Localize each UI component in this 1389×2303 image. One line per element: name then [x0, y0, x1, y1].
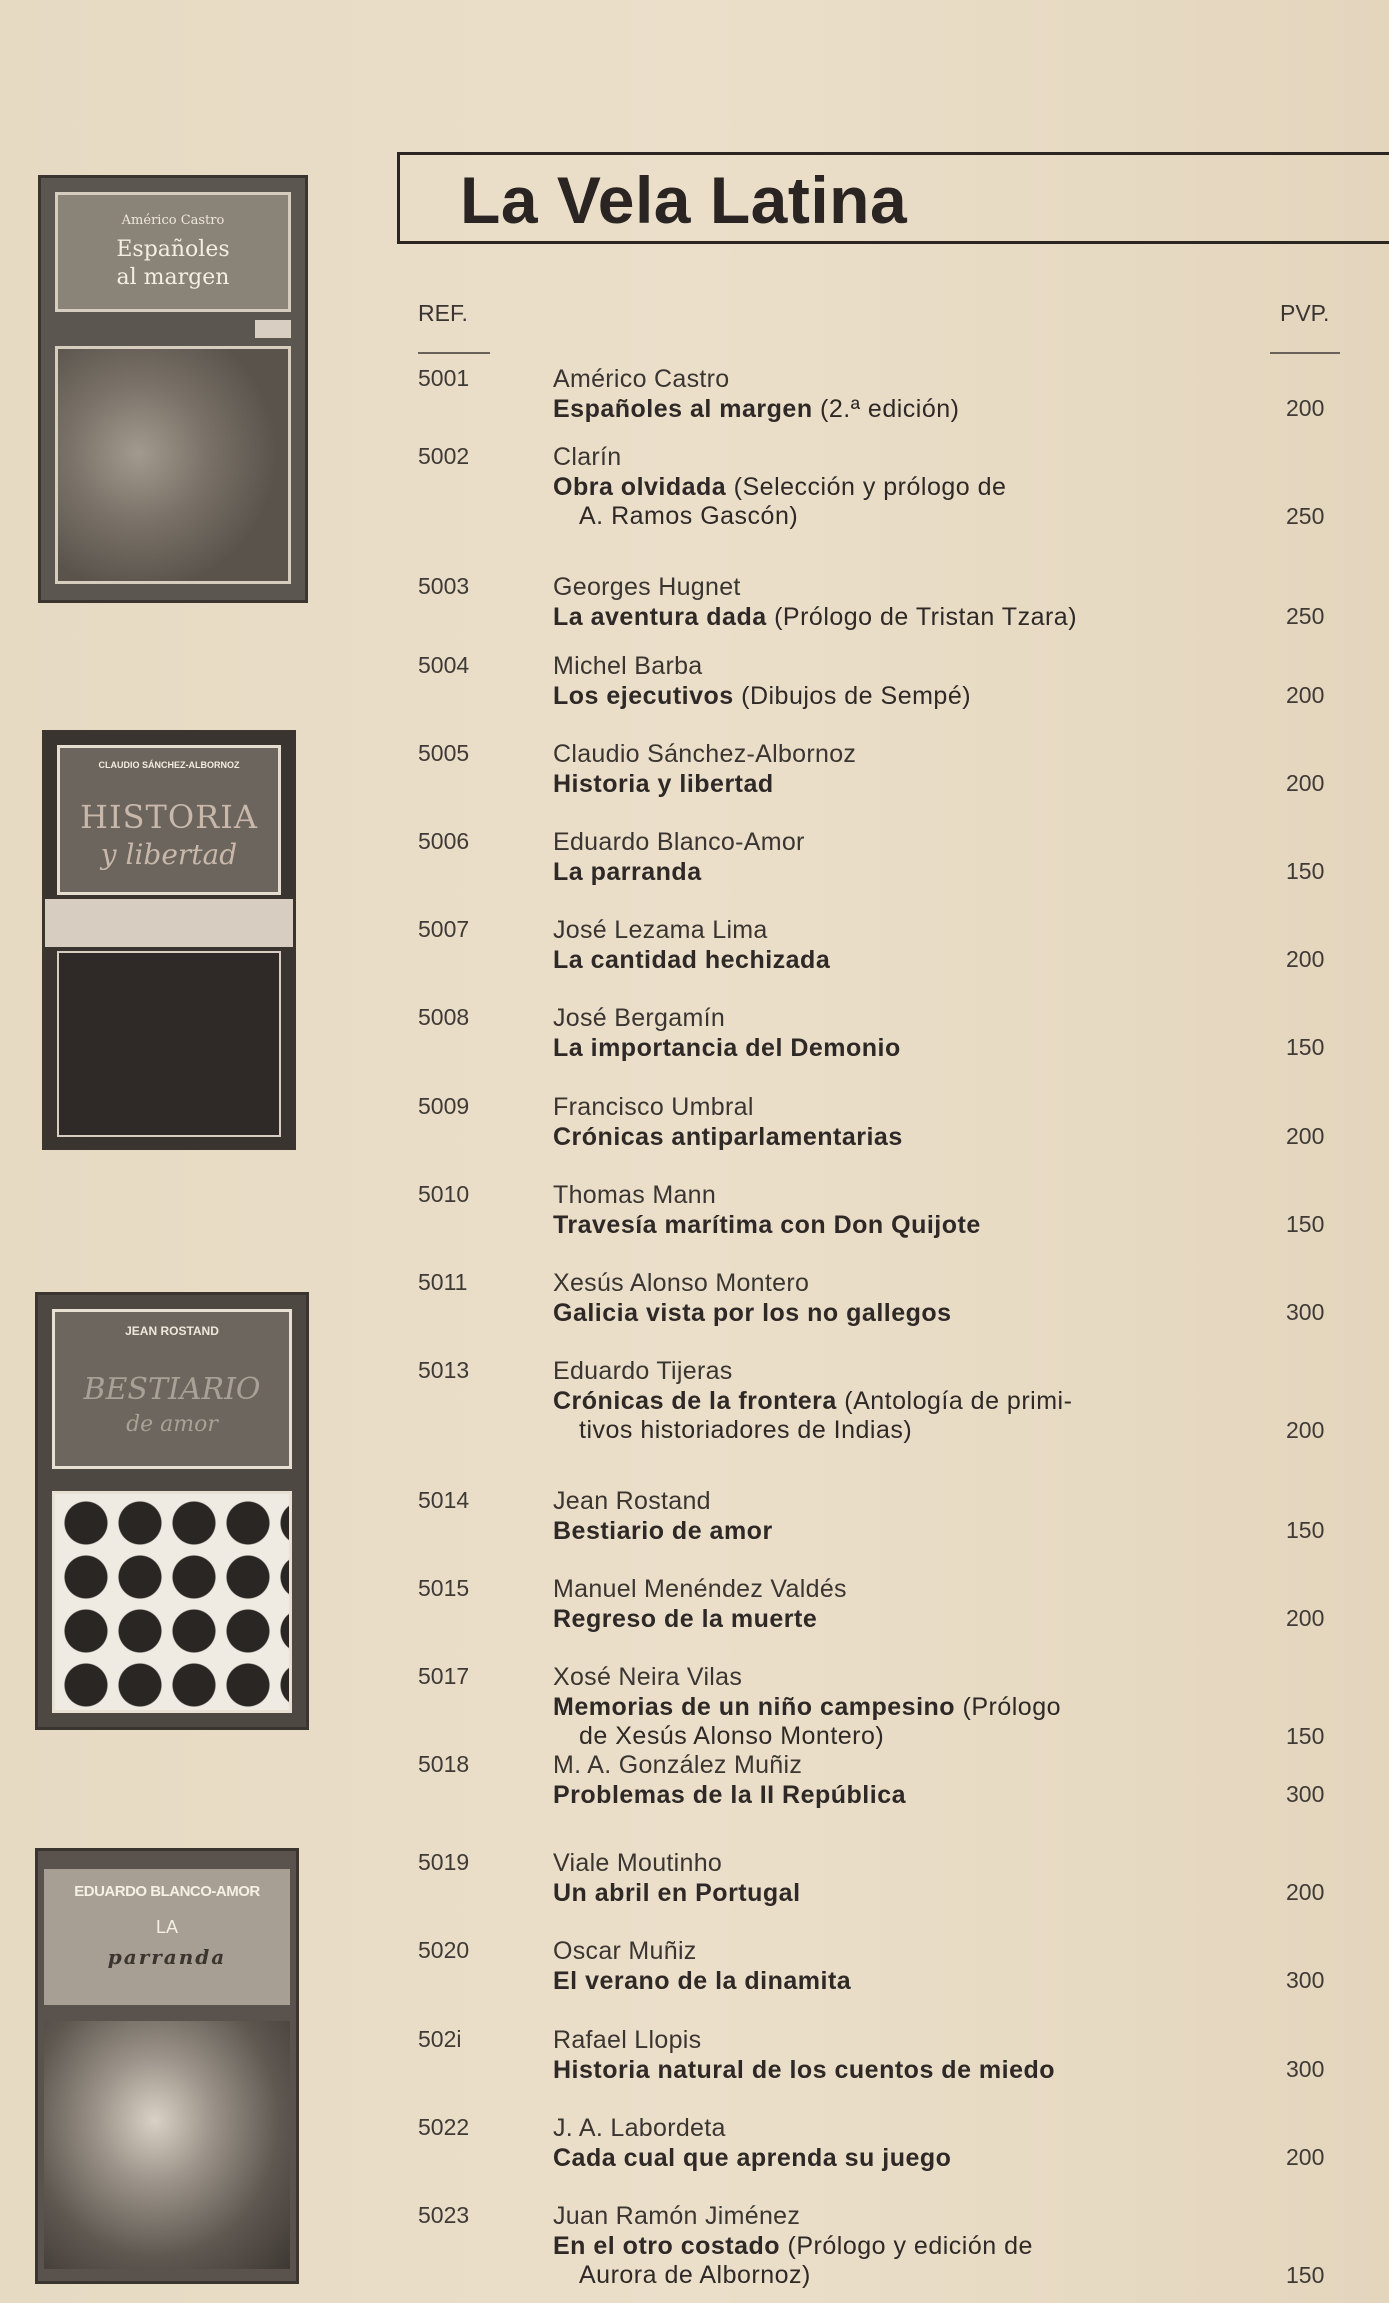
- entry-ref: 5017: [418, 1663, 470, 1689]
- ref-column-header: REF.: [418, 300, 468, 326]
- cover-photo: [55, 346, 291, 584]
- entry-work: [553, 1781, 1233, 1810]
- entry-price: 200: [1286, 395, 1325, 421]
- entry-price: 150: [1286, 858, 1325, 884]
- cover-author: CLAUDIO SÁNCHEZ-ALBORNOZ: [98, 760, 240, 770]
- entry-work: [553, 2144, 1233, 2173]
- entry-ref: 5011: [418, 1269, 468, 1295]
- entry-work: [553, 858, 1233, 887]
- entry-price: 150: [1286, 1211, 1325, 1237]
- entry-note: (Prólogo: [955, 1693, 1062, 1721]
- entry-title: La aventura dada: [553, 603, 767, 631]
- entry-author: José Bergamín: [553, 1004, 726, 1032]
- entry-work: [553, 473, 1233, 531]
- entry-ref: 5001: [418, 365, 470, 391]
- entry-note-continued: tivos historiadores de Indias): [579, 1416, 913, 1444]
- entry-title: Historia natural de los cuentos de miedo: [553, 2056, 1056, 2084]
- entry-price: 150: [1286, 2262, 1325, 2288]
- cover-author: Américo Castro: [121, 213, 225, 228]
- entry-title: Historia y libertad: [553, 770, 774, 798]
- entry-price: 300: [1286, 1967, 1325, 1993]
- entry-author: Clarín: [553, 443, 622, 471]
- entry-price: 200: [1286, 770, 1325, 796]
- cover-author: EDUARDO BLANCO-AMOR: [74, 1883, 260, 1900]
- entry-ref: 502i: [418, 2026, 462, 2052]
- entry-note: (2.ª edición): [812, 395, 960, 423]
- cover-title-line2: parranda: [107, 1945, 227, 1969]
- entry-ref: 5014: [418, 1487, 470, 1513]
- cover-title-panel: [52, 1309, 292, 1469]
- entry-ref: 5008: [418, 1004, 470, 1030]
- entry-ref: 5007: [418, 916, 470, 942]
- cover-title-line2: de amor: [126, 1412, 218, 1437]
- entry-price: 250: [1286, 503, 1325, 529]
- entry-work: [553, 2056, 1233, 2085]
- entry-price: 300: [1286, 1781, 1325, 1807]
- ref-header-rule: [418, 352, 490, 354]
- entry-note: (Dibujos de Sempé): [733, 682, 972, 710]
- entry-price: 300: [1286, 1299, 1325, 1325]
- entry-author: Eduardo Blanco-Amor: [553, 828, 805, 856]
- entry-ref: 5018: [418, 1751, 470, 1777]
- entry-title: Los ejecutivos: [553, 682, 734, 710]
- cover-title-line2: y libertad: [100, 838, 238, 871]
- page-title: La Vela Latina: [460, 163, 908, 237]
- cover-title-line2: al margen: [116, 265, 230, 290]
- entry-title: Crónicas de la frontera: [553, 1387, 837, 1415]
- entry-title: Galicia vista por los no gallegos: [553, 1299, 952, 1327]
- entry-title: Cada cual que aprenda su juego: [553, 2144, 952, 2172]
- entry-author: J. A. Labordeta: [553, 2114, 726, 2142]
- cover-title-panel: [44, 1869, 290, 2005]
- entry-work: [553, 1034, 1233, 1063]
- cover-title-panel: [55, 192, 291, 312]
- entry-price: 200: [1286, 946, 1325, 972]
- cover-author: JEAN ROSTAND: [125, 1324, 219, 1338]
- book-cover-bestiario-de-amor: [35, 1292, 309, 1730]
- entry-ref: 5019: [418, 1849, 470, 1875]
- entry-author: Michel Barba: [553, 652, 703, 680]
- entry-title: Travesía marítima con Don Quijote: [553, 1211, 981, 1239]
- entry-work: [553, 1879, 1233, 1908]
- entry-note: (Antología de primi-: [836, 1387, 1073, 1415]
- entry-work: [553, 770, 1233, 799]
- entry-work: [553, 1299, 1233, 1328]
- cover-title-panel: [57, 745, 281, 895]
- cover-photo: [44, 2021, 290, 2269]
- entry-author: Viale Moutinho: [553, 1849, 723, 1877]
- book-cover-la-parranda: [35, 1848, 299, 2284]
- entry-author: José Lezama Lima: [553, 916, 768, 944]
- entry-work: [553, 2232, 1233, 2290]
- entry-note: (Prólogo y edición de: [780, 2232, 1033, 2260]
- entry-work: [553, 1967, 1233, 1996]
- entry-ref: 5002: [418, 443, 470, 469]
- entry-price: 200: [1286, 1417, 1325, 1443]
- entry-ref: 5004: [418, 652, 470, 678]
- cover-band: [45, 899, 293, 947]
- cover-title-line1: Españoles: [116, 237, 230, 262]
- entry-price: 200: [1286, 2144, 1325, 2170]
- entry-ref: 5005: [418, 740, 470, 766]
- entry-work: [553, 1387, 1233, 1445]
- entry-author: Claudio Sánchez-Albornoz: [553, 740, 857, 768]
- entry-note: (Selección y prólogo de: [726, 473, 1007, 501]
- book-cover-historia-y-libertad: [42, 730, 296, 1150]
- entry-price: 150: [1286, 1034, 1325, 1060]
- entry-author: Oscar Muñiz: [553, 1937, 697, 1965]
- entry-title: La parranda: [553, 858, 702, 886]
- entry-note-continued: A. Ramos Gascón): [579, 502, 799, 530]
- entry-ref: 5022: [418, 2114, 470, 2140]
- entry-work: [553, 395, 1233, 424]
- entry-author: Manuel Menéndez Valdés: [553, 1575, 847, 1603]
- cover-title-line1: BESTIARIO: [83, 1372, 261, 1407]
- entry-price: 150: [1286, 1517, 1325, 1543]
- entry-note-continued: Aurora de Albornoz): [579, 2261, 811, 2289]
- entry-title: Un abril en Portugal: [553, 1879, 801, 1907]
- book-cover-espanoles-al-margen: [38, 175, 308, 603]
- pvp-header-rule: [1270, 352, 1340, 354]
- entry-title: Regreso de la muerte: [553, 1605, 818, 1633]
- entry-author: Juan Ramón Jiménez: [553, 2202, 801, 2230]
- entry-title: Crónicas antiparlamentarias: [553, 1123, 903, 1151]
- entry-ref: 5013: [418, 1357, 470, 1383]
- entry-ref: 5009: [418, 1093, 470, 1119]
- cover-title-line1: HISTORIA: [80, 798, 258, 836]
- entry-author: Georges Hugnet: [553, 573, 741, 601]
- pvp-column-header: PVP.: [1280, 300, 1330, 326]
- entry-title: La cantidad hechizada: [553, 946, 831, 974]
- entry-ref: 5020: [418, 1937, 470, 1963]
- entry-title: Memorias de un niño campesino: [553, 1693, 956, 1721]
- entry-title: Obra olvidada: [553, 473, 727, 501]
- entry-price: 300: [1286, 2056, 1325, 2082]
- entry-price: 250: [1286, 603, 1325, 629]
- entry-author: Eduardo Tijeras: [553, 1357, 733, 1385]
- entry-work: [553, 1517, 1233, 1546]
- entry-work: [553, 1123, 1233, 1152]
- entry-note-continued: de Xesús Alonso Montero): [579, 1722, 885, 1750]
- entry-ref: 5023: [418, 2202, 470, 2228]
- entry-work: [553, 946, 1233, 975]
- entry-price: 200: [1286, 1605, 1325, 1631]
- entry-author: M. A. González Muñiz: [553, 1751, 803, 1779]
- entry-author: Francisco Umbral: [553, 1093, 754, 1121]
- entry-title: El verano de la dinamita: [553, 1967, 852, 1995]
- entry-price: 200: [1286, 1879, 1325, 1905]
- entry-title: Bestiario de amor: [553, 1517, 773, 1545]
- cover-title-line1: LA: [155, 1917, 179, 1937]
- entry-ref: 5010: [418, 1181, 470, 1207]
- entry-author: Américo Castro: [553, 365, 730, 393]
- entry-ref: 5006: [418, 828, 470, 854]
- entry-work: [553, 1605, 1233, 1634]
- entry-author: Xosé Neira Vilas: [553, 1663, 743, 1691]
- entry-ref: 5015: [418, 1575, 470, 1601]
- cover-dot-pattern: [52, 1491, 292, 1713]
- entry-title: La importancia del Demonio: [553, 1034, 901, 1062]
- entry-title: Problemas de la II República: [553, 1781, 907, 1809]
- entry-ref: 5003: [418, 573, 470, 599]
- entry-price: 200: [1286, 1123, 1325, 1149]
- entry-note: (Prólogo de Tristan Tzara): [766, 603, 1078, 631]
- publisher-logo: [255, 320, 291, 338]
- entry-author: Rafael Llopis: [553, 2026, 702, 2054]
- entry-work: [553, 682, 1233, 711]
- entry-author: Jean Rostand: [553, 1487, 711, 1515]
- entry-work: [553, 1693, 1233, 1751]
- cover-panel: [57, 951, 281, 1137]
- entry-author: Xesús Alonso Montero: [553, 1269, 810, 1297]
- entry-work: [553, 1211, 1233, 1240]
- entry-price: 150: [1286, 1723, 1325, 1749]
- entry-price: 200: [1286, 682, 1325, 708]
- entry-title: En el otro costado: [553, 2232, 781, 2260]
- entry-title: Españoles al margen: [553, 395, 813, 423]
- entry-work: [553, 603, 1233, 632]
- entry-author: Thomas Mann: [553, 1181, 717, 1209]
